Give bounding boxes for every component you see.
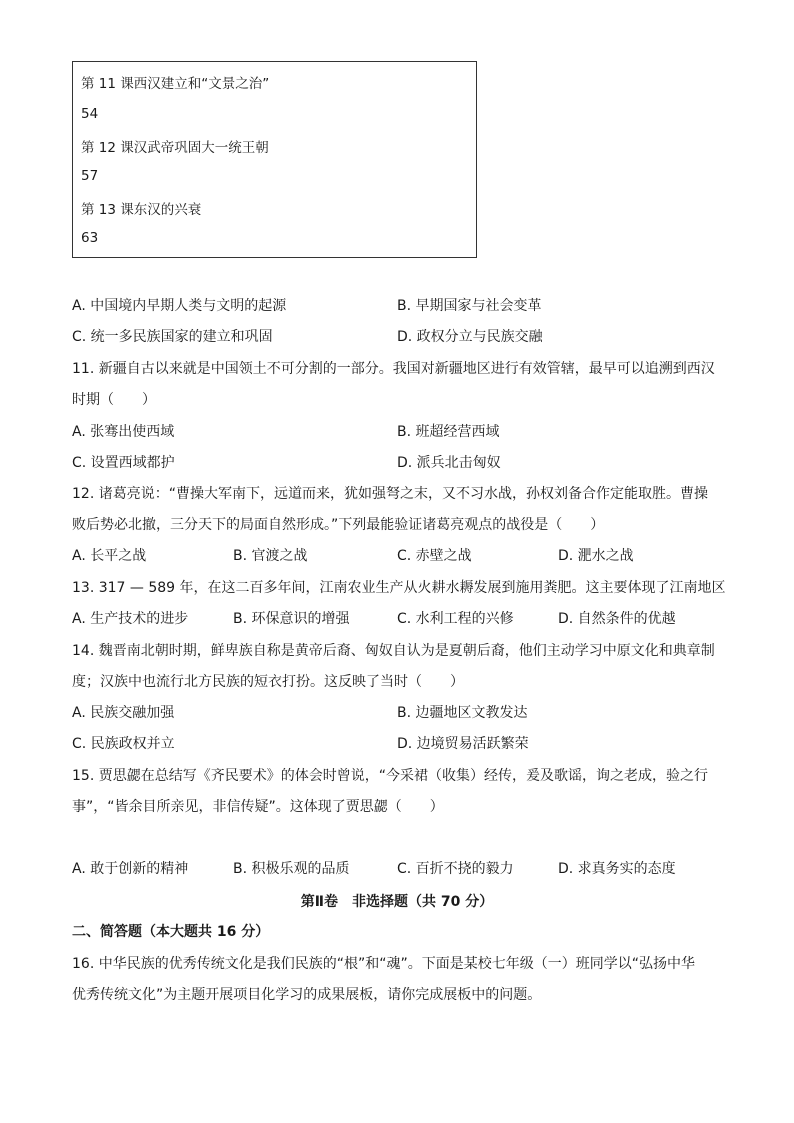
q14-stem-line2: 度；汉族中也流行北方民族的短衣打扮。这反映了当时（ ）: [72, 674, 464, 690]
q10-option-d: D. 政权分立与民族交融: [397, 329, 543, 345]
toc-page-54: 54: [81, 106, 99, 122]
q16-stem-line2: 优秀传统文化”为主题开展项目化学习的成果展板，请你完成展板中的问题。: [72, 987, 542, 1003]
q11-option-b: B. 班超经营西域: [397, 424, 500, 440]
q12-option-a: A. 长平之战: [72, 548, 147, 564]
q14-option-b: B. 边疆地区文教发达: [397, 705, 528, 721]
q10-option-c: C. 统一多民族国家的建立和巩固: [72, 329, 273, 345]
q12-stem-line1: 12. 诸葛亮说：“曹操大军南下，远道而来，犹如强弩之末，又不习水战，孙权刘备合作定能取胜。曹操: [72, 486, 708, 502]
q13-option-b: B. 环保意识的增强: [233, 611, 350, 627]
q15-stem-line1: 15. 贾思勰在总结写《齐民要术》的体会时曾说，“今采裙（收集）经传，爰及歌谣，询之老成，验之行: [72, 768, 708, 784]
toc-lesson-13: 第 13 课东汉的兴衰: [81, 202, 202, 218]
q11-option-a: A. 张骞出使西域: [72, 424, 175, 440]
q10-option-a: A. 中国境内早期人类与文明的起源: [72, 298, 287, 314]
q14-option-d: D. 边境贸易活跃繁荣: [397, 736, 529, 752]
q12-option-c: C. 赤壁之战: [397, 548, 472, 564]
q11-stem-line2: 时期（ ）: [72, 392, 156, 408]
toc-lesson-12: 第 12 课汉武帝巩固大一统王朝: [81, 140, 269, 156]
q15-option-a: A. 敢于创新的精神: [72, 861, 189, 877]
toc-lesson-11: 第 11 课西汉建立和“文景之治”: [81, 76, 270, 92]
toc-page-57: 57: [81, 168, 99, 184]
q13-option-a: A. 生产技术的进步: [72, 611, 189, 627]
table-of-contents-box: [72, 61, 477, 258]
q14-stem-line1: 14. 魏晋南北朝时期，鲜卑族自称是黄帝后裔、匈奴自认为是夏朝后裔，他们主动学习中原文化和典章制: [72, 643, 715, 659]
section-2-heading: 二、简答题（本大题共 16 分）: [72, 924, 270, 940]
q13-option-c: C. 水利工程的兴修: [397, 611, 514, 627]
q15-option-d: D. 求真务实的态度: [558, 861, 676, 877]
q11-stem-line1: 11. 新疆自古以来就是中国领土不可分割的一部分。我国对新疆地区进行有效管辖，最早可以追溯到西汉: [72, 361, 715, 377]
q11-option-d: D. 派兵北击匈奴: [397, 455, 501, 471]
q10-option-b: B. 早期国家与社会变革: [397, 298, 542, 314]
q12-stem-line2: 败后势必北撤，三分天下的局面自然形成。”下列最能验证诸葛亮观点的战役是（ ）: [72, 517, 605, 533]
q13-option-d: D. 自然条件的优越: [558, 611, 676, 627]
q15-stem-line2: 事”，“皆余目所亲见，非信传疑”。这体现了贾思勰（ ）: [72, 799, 444, 815]
q16-stem-line1: 16. 中华民族的优秀传统文化是我们民族的“根”和“魂”。下面是某校七年级（一）班同学以“弘扬中华: [72, 956, 695, 972]
q14-option-c: C. 民族政权并立: [72, 736, 175, 752]
q12-option-b: B. 官渡之战: [233, 548, 308, 564]
toc-page-63: 63: [81, 230, 99, 246]
q14-option-a: A. 民族交融加强: [72, 705, 175, 721]
q15-option-b: B. 积极乐观的品质: [233, 861, 350, 877]
q13-stem-line1: 13. 317 — 589 年，在这二百多年间，江南农业生产从火耕水耨发展到施用粪肥。这主要体现了江南地区: [72, 580, 726, 596]
q11-option-c: C. 设置西域都护: [72, 455, 175, 471]
part-2-title: 第Ⅱ卷 非选择题（共 70 分）: [300, 894, 494, 910]
q12-option-d: D. 淝水之战: [558, 548, 634, 564]
q15-option-c: C. 百折不挠的毅力: [397, 861, 514, 877]
